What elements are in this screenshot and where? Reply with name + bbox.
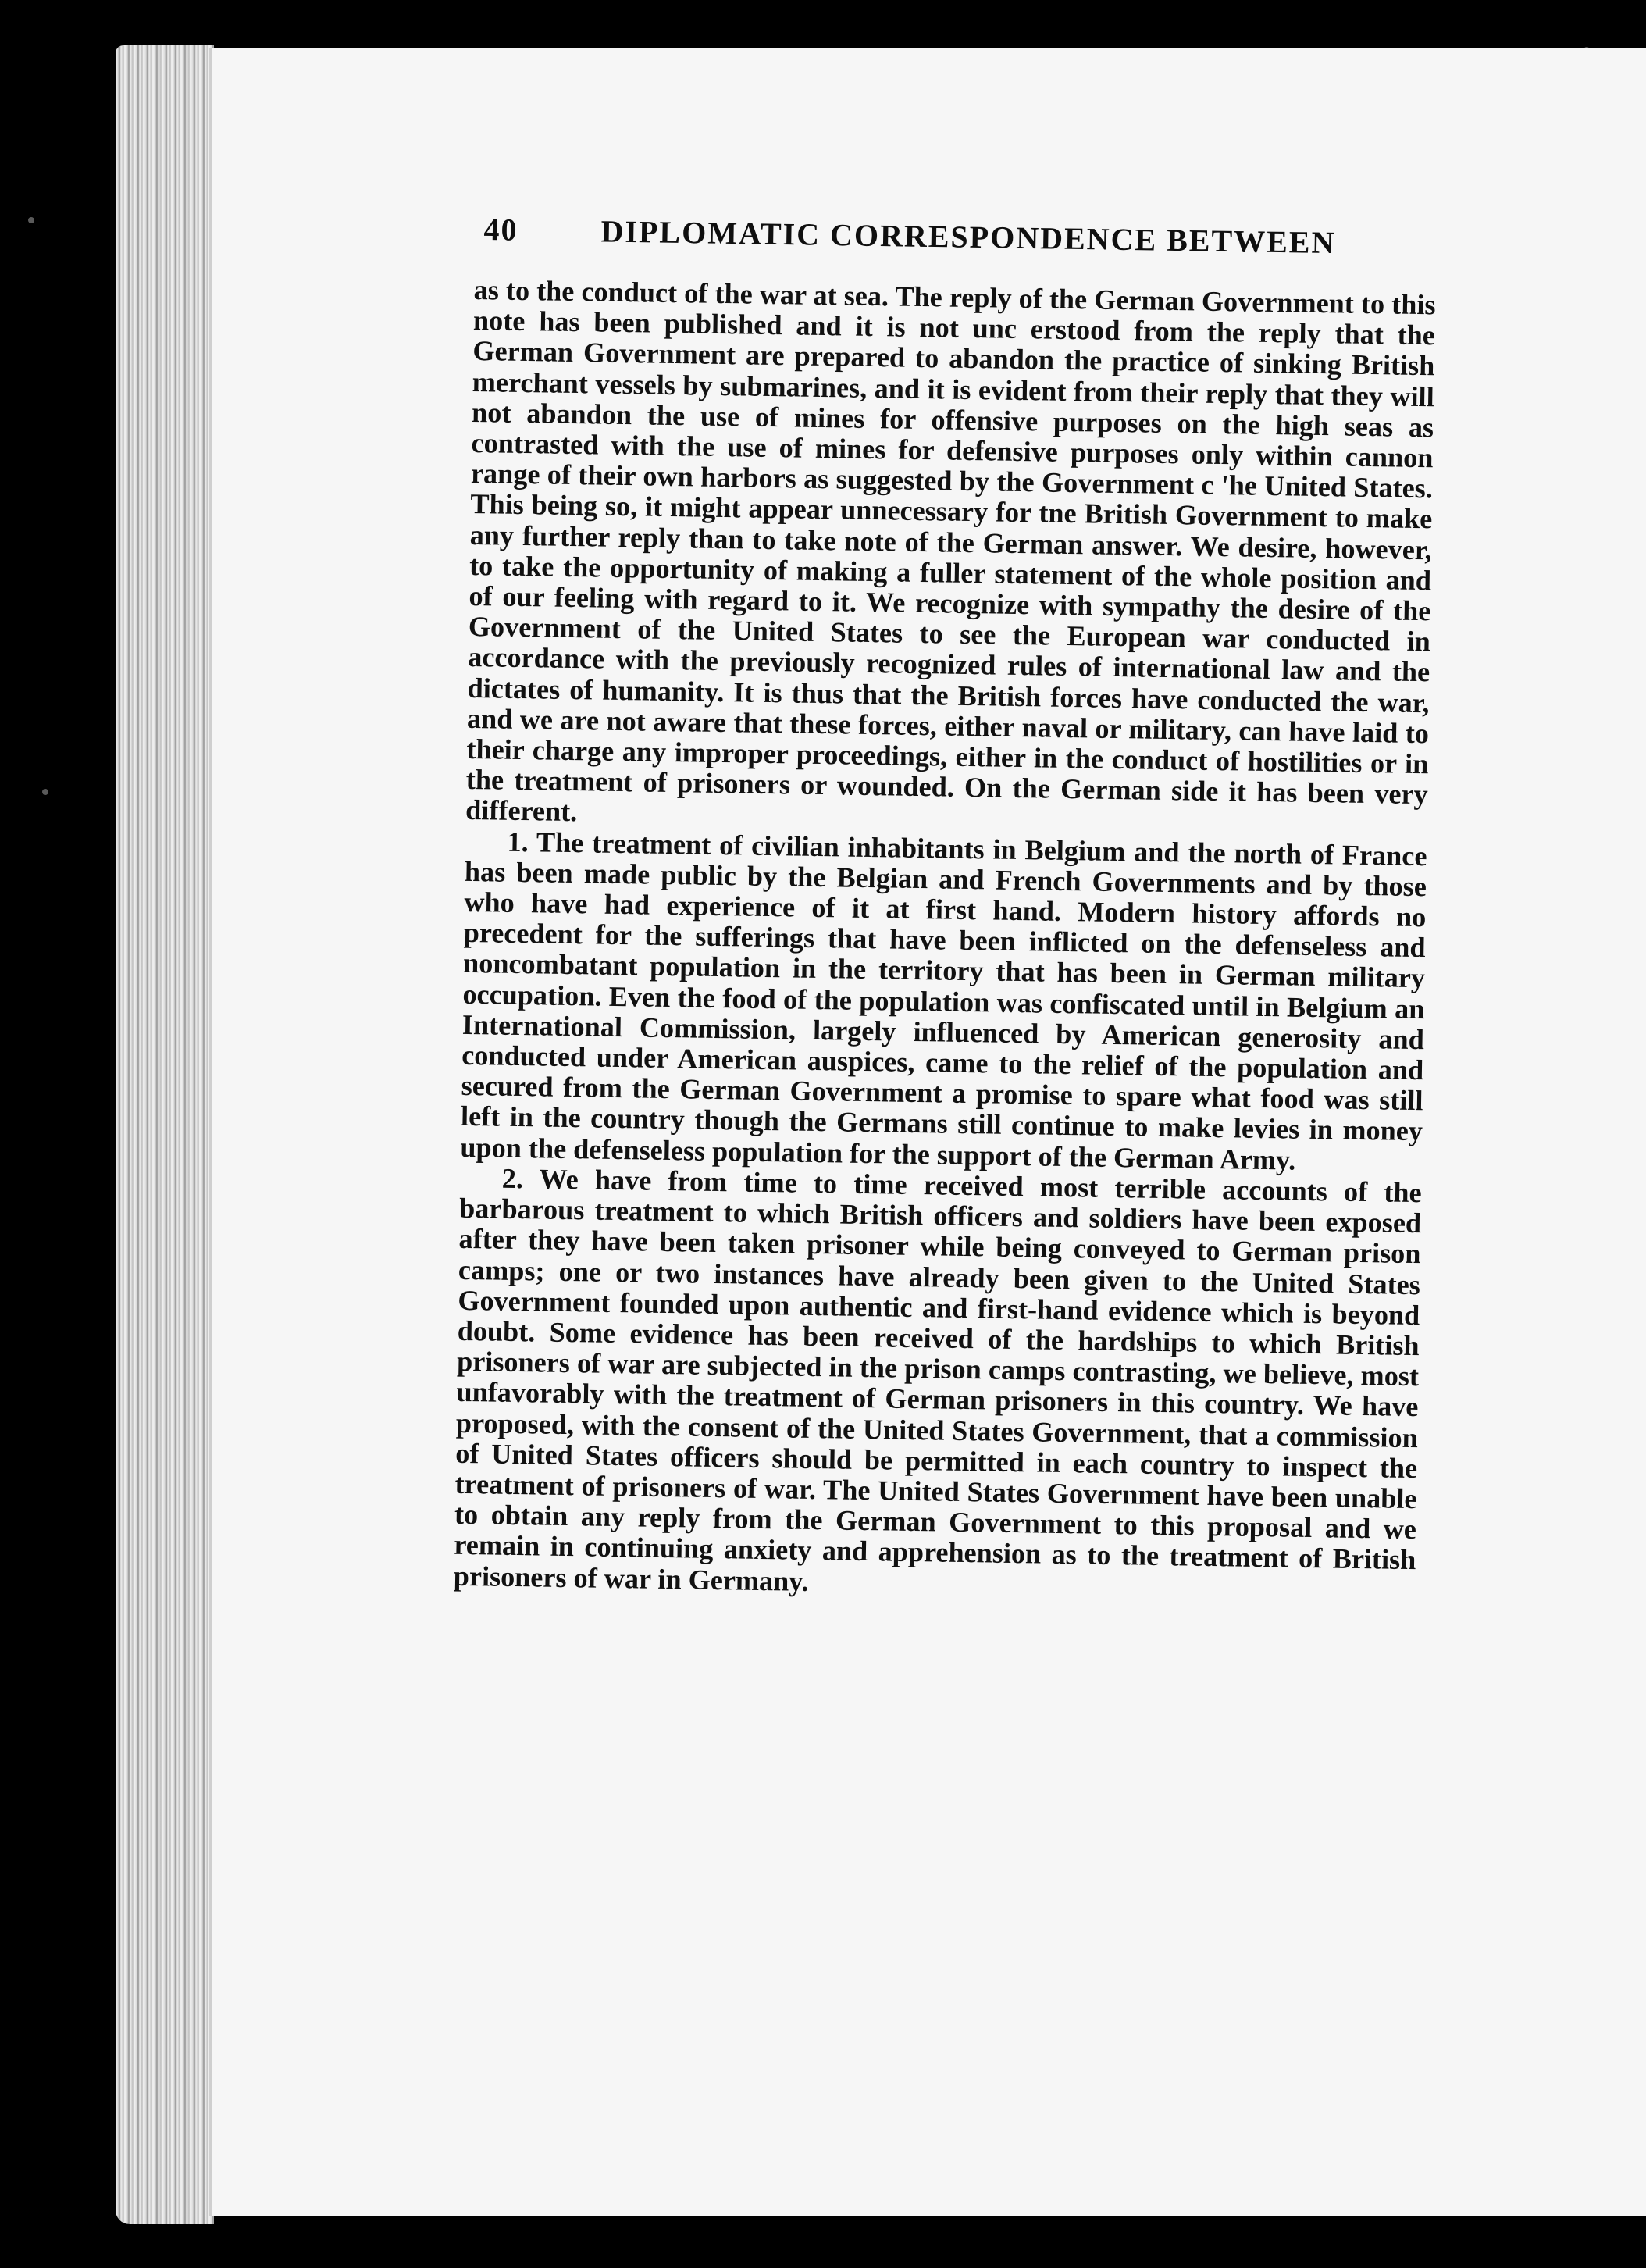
paragraph: 1. The treatment of civilian inhabitants in Belgium and the north of France has been made public by the Belgian and French Governments and by those who have had experience of it at first hand. Modern history affords no precedent for the sufferings that have been inflicted on the defenseless and noncombatant population in the territory that has been in German military occupation. Even the food of the population was confiscated until in Belgium an International Commission, largely influenced by American generosity and conducted under American auspices, came to the relief of the population and secured from the German Government a promise to spare what food was still left in the country though the Germans still continue to make levies in money upon the defenseless population for the support of the German Army. bbox=[460, 826, 1427, 1176]
body-text bbox=[454, 275, 1436, 1606]
page-number: 40 bbox=[483, 211, 518, 248]
running-title: DIPLOMATIC CORRESPONDENCE BETWEEN bbox=[600, 213, 1336, 261]
book-page-edges bbox=[116, 45, 214, 2224]
paragraph: 2. We have from time to time received most terrible accounts of the barbarous treatment to which British officers and soldiers have been exposed after they have been taken prisoner while being conveyed to German prison camps; one or two instances have already been given to the United States Government founded upon authentic and first-hand evidence which is beyond doubt. Some evidence has been received of the hardships to which British prisoners of war are subjected in the prison camps contrasting, we believe, most unfavorably with the treatment of German prisoners in this country. We have proposed, with the consent of the United States Government, that a commission of United States officers should be permitted in each country to inspect the treatment of prisoners of war. The United States Government have been unable to obtain any reply from the German Government to this proposal and we remain in continuing anxiety and apprehension as to the treatment of British prisoners of war in Germany. bbox=[453, 1162, 1423, 1597]
scan-speck bbox=[28, 217, 34, 223]
paragraph: as to the conduct of the war at sea. The reply of the German Government to this note has been published and it is not unc erstood from the reply that the German Government are prepared to abandon the practice of sinking British merchant vessels by submarines, and it is evident from their reply that they will not abandon the use of mines for offensive purposes on the high seas as contrasted with the use of mines for defensive purposes only within cannon range of their own harbors as suggested by the Government c 'he United States. This being so, it might appear unnecessary for tne British Government to make any further reply than to take note of the German answer. We desire, however, to take the opportunity of making a fuller statement of the whole position and of our feeling with regard to it. We recognize with sympathy the desire of the Government of the United States to see the European war conducted in accordance with the previously recognized rules of international law and the dictates of humanity. It is thus that the British forces have conducted the war, and we are not aware that these forces, either naval or military, can have laid to their charge any improper proceedings, either in the conduct of hostilities or in the treatment of prisoners or wounded. On the German side it has been very different. bbox=[465, 274, 1436, 828]
scan-speck bbox=[42, 789, 48, 795]
